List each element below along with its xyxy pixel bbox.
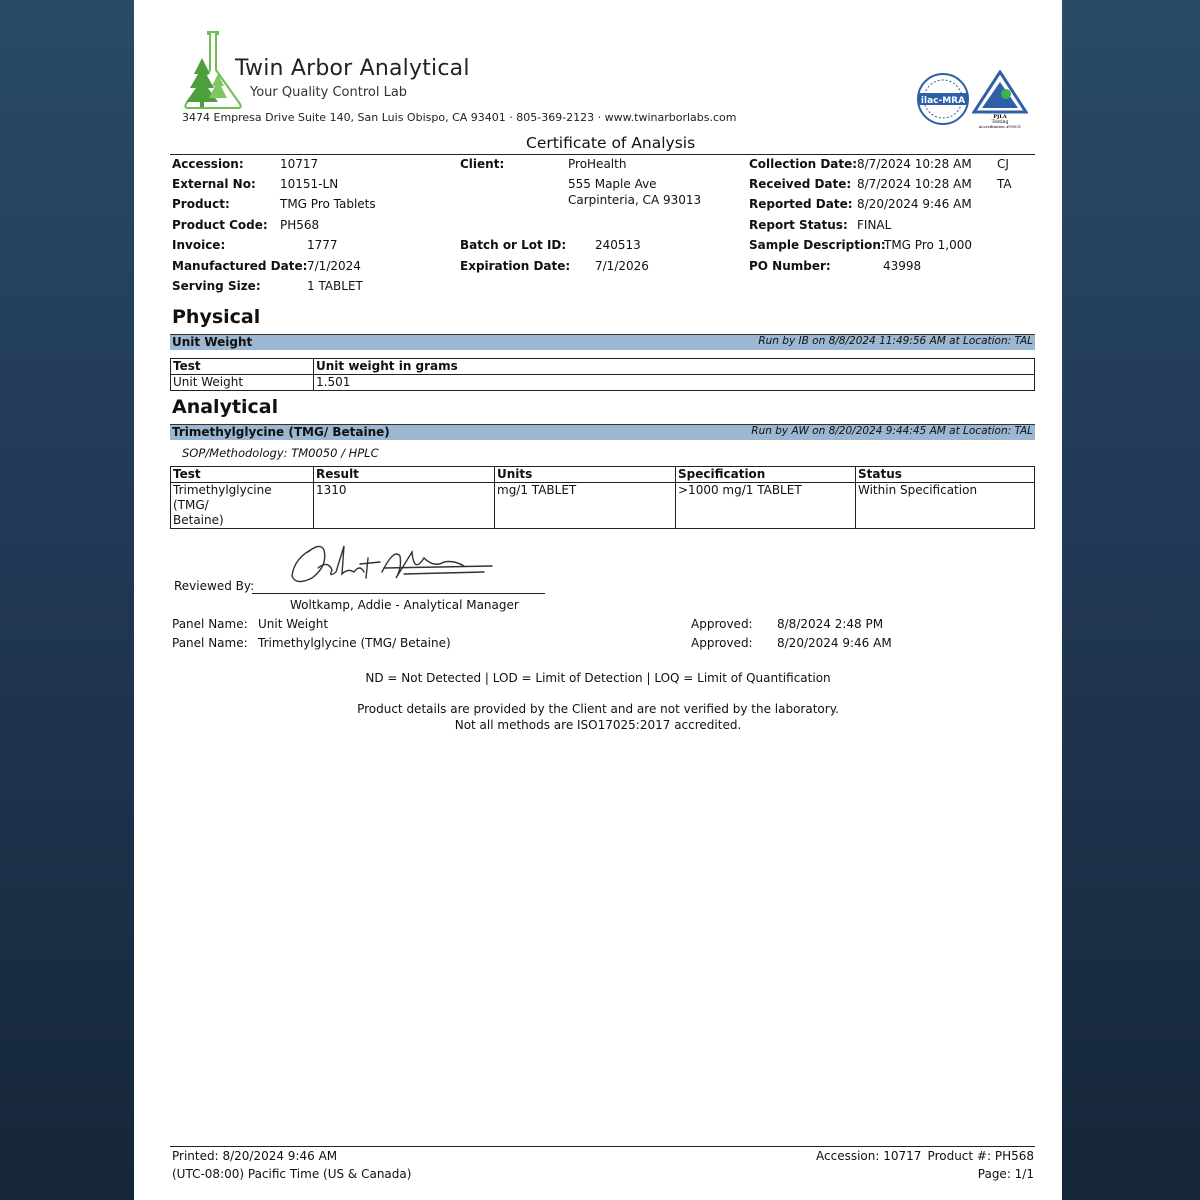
external-no-label: External No: xyxy=(172,177,256,191)
unit-weight-band-label: Unit Weight xyxy=(172,335,253,349)
received-date-value: 8/7/2024 10:28 AM xyxy=(857,177,972,191)
product-code-value: PH568 xyxy=(280,218,320,232)
header-result: Result xyxy=(314,467,495,483)
serving-size-label: Serving Size: xyxy=(172,279,261,293)
document-title: Certificate of Analysis xyxy=(526,134,696,152)
cell-result: 1310 xyxy=(314,483,495,529)
cell-test-line2: Betaine) xyxy=(173,513,224,527)
unit-weight-run-info: Run by IB on 8/8/2024 11:49:56 AM at Location: TAL xyxy=(758,335,1033,347)
cell-test: Unit Weight xyxy=(171,375,314,391)
batch-lot-value: 240513 xyxy=(595,238,641,252)
disclaimer-line1: Product details are provided by the Client and are not verified by the laboratory. xyxy=(357,702,839,716)
client-address-line1: 555 Maple Ave xyxy=(568,177,657,191)
panel-name-value: Unit Weight xyxy=(258,617,329,631)
header-status: Status xyxy=(856,467,1035,483)
cell-test xyxy=(171,483,314,529)
accession-value: 10717 xyxy=(280,157,319,171)
header-specification: Specification xyxy=(676,467,856,483)
reviewed-by-label: Reviewed By: xyxy=(174,579,255,593)
header-units: Units xyxy=(495,467,676,483)
client-address-line2: Carpinteria, CA 93013 xyxy=(568,193,702,207)
table-header-row xyxy=(171,359,1035,375)
disclaimer-line2: Not all methods are ISO17025:2017 accredited. xyxy=(454,718,742,732)
cell-status: Within Specification xyxy=(856,483,1035,529)
manufactured-date-value: 7/1/2024 xyxy=(307,259,361,273)
product-label: Product: xyxy=(172,197,230,211)
header-test: Test xyxy=(171,467,314,483)
footer-accession: Accession: 10717 xyxy=(816,1149,922,1163)
sample-description-label: Sample Description: xyxy=(749,238,886,252)
report-status-value: FINAL xyxy=(857,218,892,232)
approved-date: 8/8/2024 2:48 PM xyxy=(777,617,884,631)
accession-label: Accession: xyxy=(172,157,244,171)
report-status-label: Report Status: xyxy=(749,218,848,232)
product-code-label: Product Code: xyxy=(172,218,268,232)
svg-text:PJLA: PJLA xyxy=(993,114,1007,120)
po-number-value: 43998 xyxy=(883,259,922,273)
table-row xyxy=(171,375,1035,391)
collection-initials: CJ xyxy=(997,157,1009,171)
invoice-value: 1777 xyxy=(307,238,338,252)
lab-tagline: Your Quality Control Lab xyxy=(250,85,408,100)
serving-size-value: 1 TABLET xyxy=(307,279,363,293)
approved-label: Approved: xyxy=(691,636,753,650)
expiration-date-value: 7/1/2026 xyxy=(595,259,649,273)
header-test: Test xyxy=(171,359,314,375)
collection-date-value: 8/7/2024 10:28 AM xyxy=(857,157,972,171)
external-no-value: 10151-LN xyxy=(280,177,339,191)
collection-date-label: Collection Date: xyxy=(749,157,858,171)
sop-methodology: SOP/Methodology: TM0050 / HPLC xyxy=(182,446,379,460)
cell-units: mg/1 TABLET xyxy=(495,483,676,529)
received-initials: TA xyxy=(997,177,1012,191)
lab-name: Twin Arbor Analytical xyxy=(235,56,470,81)
tmg-run-info: Run by AW on 8/20/2024 9:44:45 AM at Location: TAL xyxy=(751,425,1033,437)
po-number-label: PO Number: xyxy=(749,259,831,273)
tmg-band xyxy=(170,424,1035,440)
received-date-label: Received Date: xyxy=(749,177,852,191)
batch-lot-label: Batch or Lot ID: xyxy=(460,238,567,252)
document-page xyxy=(134,0,1062,1200)
tmg-results-table xyxy=(170,466,1035,529)
pjla-badge-icon xyxy=(972,70,1028,130)
lab-address: 3474 Empresa Drive Suite 140, San Luis Obispo, CA 93401 · 805-369-2123 · www.twinarborlabs.com xyxy=(182,111,737,124)
tmg-band-label: Trimethylglycine (TMG/ Betaine) xyxy=(172,425,390,439)
panel-name-value: Trimethylglycine (TMG/ Betaine) xyxy=(258,636,451,650)
timezone: (UTC-08:00) Pacific Time (US & Canada) xyxy=(172,1167,412,1181)
reported-date-label: Reported Date: xyxy=(749,197,853,211)
title-divider xyxy=(170,154,1035,155)
table-row xyxy=(171,483,1035,529)
printed-date: Printed: 8/20/2024 9:46 AM xyxy=(172,1149,338,1163)
table-header-row xyxy=(171,467,1035,483)
svg-text:Testing: Testing xyxy=(991,120,1009,125)
unit-weight-table xyxy=(170,358,1035,391)
abbreviation-legend: ND = Not Detected | LOD = Limit of Detection | LOQ = Limit of Quantification xyxy=(365,671,831,685)
physical-heading: Physical xyxy=(172,306,261,328)
analytical-heading: Analytical xyxy=(172,396,279,418)
header-unit-weight: Unit weight in grams xyxy=(314,359,1035,375)
reported-date-value: 8/20/2024 9:46 AM xyxy=(857,197,972,211)
cell-test-line1: Trimethylglycine (TMG/ xyxy=(173,483,272,512)
cell-specification: >1000 mg/1 TABLET xyxy=(676,483,856,529)
sample-description-value: TMG Pro 1,000 xyxy=(884,238,973,252)
cell-value: 1.501 xyxy=(314,375,1035,391)
footer-product-number: Product #: PH568 xyxy=(927,1149,1034,1163)
svg-text:Accreditation #99531: Accreditation #99531 xyxy=(978,124,1022,129)
manufactured-date-label: Manufactured Date: xyxy=(172,259,308,273)
invoice-label: Invoice: xyxy=(172,238,226,252)
panel-name-label: Panel Name: xyxy=(172,636,248,650)
expiration-date-label: Expiration Date: xyxy=(460,259,571,273)
signature-image xyxy=(284,538,504,590)
svg-text:ilac-MRA: ilac-MRA xyxy=(920,96,966,106)
approved-label: Approved: xyxy=(691,617,753,631)
signature-line xyxy=(252,593,545,594)
approved-date: 8/20/2024 9:46 AM xyxy=(777,636,892,650)
client-name: ProHealth xyxy=(568,157,627,171)
footer-divider xyxy=(170,1146,1035,1147)
reviewer-name: Woltkamp, Addie - Analytical Manager xyxy=(290,598,519,612)
product-value: TMG Pro Tablets xyxy=(280,197,376,211)
client-label: Client: xyxy=(460,157,505,171)
panel-name-label: Panel Name: xyxy=(172,617,248,631)
unit-weight-band xyxy=(170,334,1035,350)
ilac-mra-badge-icon xyxy=(916,72,970,126)
page-number: Page: 1/1 xyxy=(977,1167,1034,1181)
